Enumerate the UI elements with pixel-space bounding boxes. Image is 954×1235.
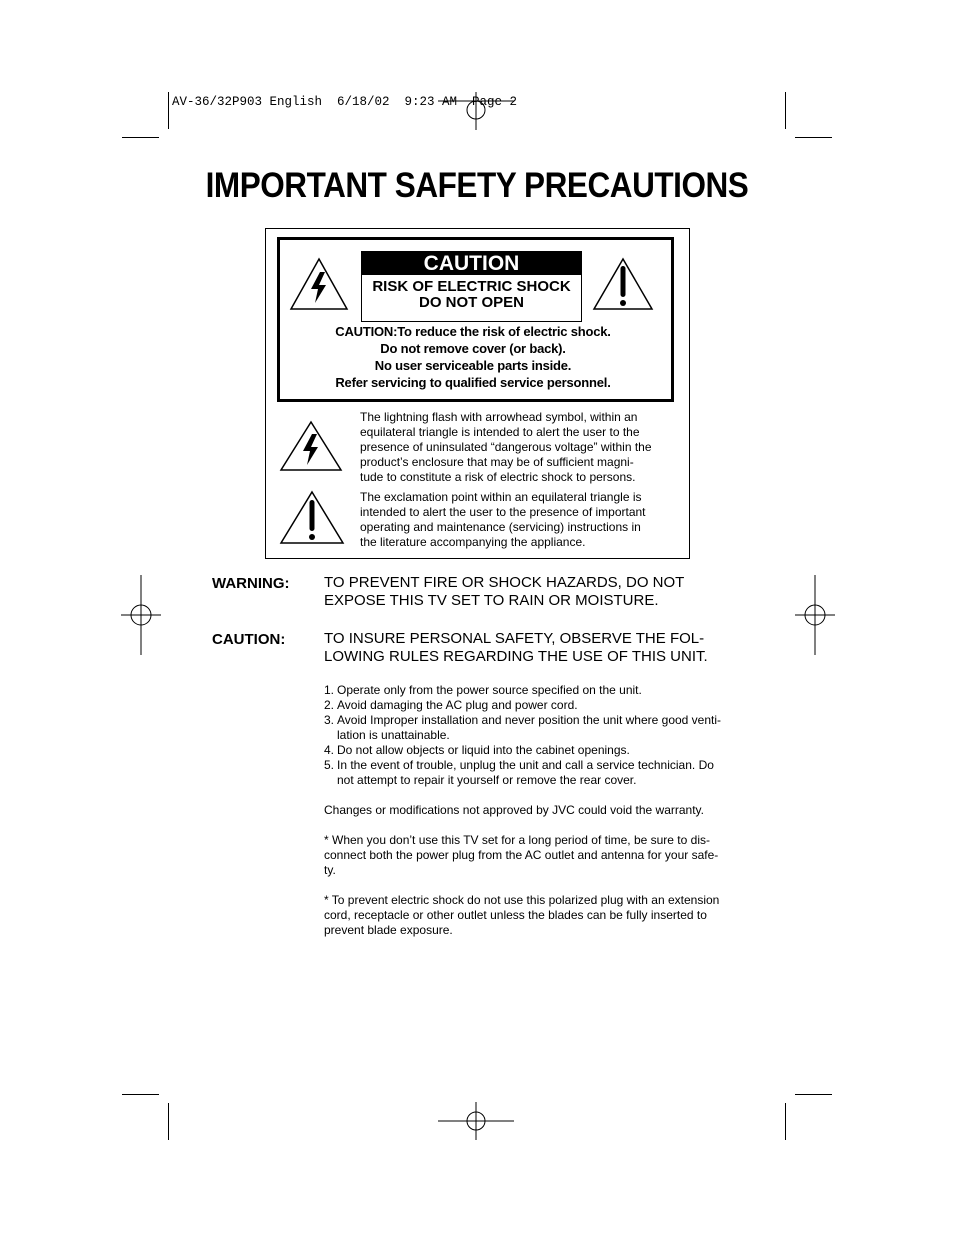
lightning-triangle-icon (279, 420, 343, 472)
registration-mark-bottom (438, 1102, 514, 1142)
caution-text: TO INSURE PERSONAL SAFETY, OBSERVE THE FOL- LOWING RULES REGARDING THE USE OF THIS UNIT. (324, 630, 708, 665)
list-item: 5. In the event of trouble, unplug the unit and call a service technician. Do not attempt to repair it yourself or remove the rear cover. (324, 758, 714, 787)
caution-heading: CAUTION (362, 252, 581, 275)
list-item: 3. Avoid Improper installation and never position the unit where good venti- lation is unattainable. (324, 713, 722, 742)
exclamation-triangle-icon (592, 257, 654, 311)
polarized-plug-note: * To prevent electric shock do not use this polarized plug with an extension cord, receptacle or other outlet unless the blades can be fully inserted to prevent blade exposure. (324, 893, 720, 937)
exclamation-symbol-explanation: The exclamation point within an equilateral triangle is intended to alert the user to the presence of important operating and maintenance (servicing) instructions in the literature accompanying the appliance. (360, 490, 646, 549)
registration-mark-left (121, 575, 161, 655)
print-slug: AV-36/32P903 English 6/18/02 9:23 AM Page 2 (172, 95, 518, 109)
list-item: 2. Avoid damaging the AC plug and power cord. (324, 698, 578, 712)
safety-rules-list (324, 683, 744, 788)
risk-line-1: RISK OF ELECTRIC SHOCK (372, 278, 571, 295)
warning-text: TO PREVENT FIRE OR SHOCK HAZARDS, DO NOT EXPOSE THIS TV SET TO RAIN OR MOISTURE. (324, 574, 685, 609)
long-period-note: * When you don’t use this TV set for a long period of time, be sure to dis- connect both the power plug from the AC outlet and antenna for your safe- ty. (324, 833, 719, 877)
caution-instructions: CAUTION:To reduce the risk of electric shock. Do not remove cover (or back). No user serviceable parts inside. Refer servicing to qualified service personnel. (335, 324, 611, 390)
modifications-note: Changes or modifications not approved by JVC could void the warranty. (324, 803, 704, 817)
caution-label-heading: CAUTION: (212, 631, 286, 648)
exclamation-triangle-icon (279, 490, 345, 546)
list-item: 4. Do not allow objects or liquid into the cabinet openings. (324, 743, 630, 757)
caution-label (361, 251, 582, 322)
lightning-triangle-icon (289, 257, 349, 311)
lightning-symbol-explanation: The lightning flash with arrowhead symbol, within an equilateral triangle is intended to alert the user to the presence of uninsulated “dangerous voltage” within the product’s enclosure that may be of sufficient magni- tude to constitute a risk of electric shock to persons. (360, 410, 652, 484)
risk-line-2: DO NOT OPEN (418, 294, 524, 311)
warning-label: WARNING: (212, 575, 290, 592)
page-title: IMPORTANT SAFETY PRECAUTIONS (205, 166, 749, 205)
registration-mark-right (795, 575, 835, 655)
list-item: 1. Operate only from the power source specified on the unit. (324, 683, 642, 697)
